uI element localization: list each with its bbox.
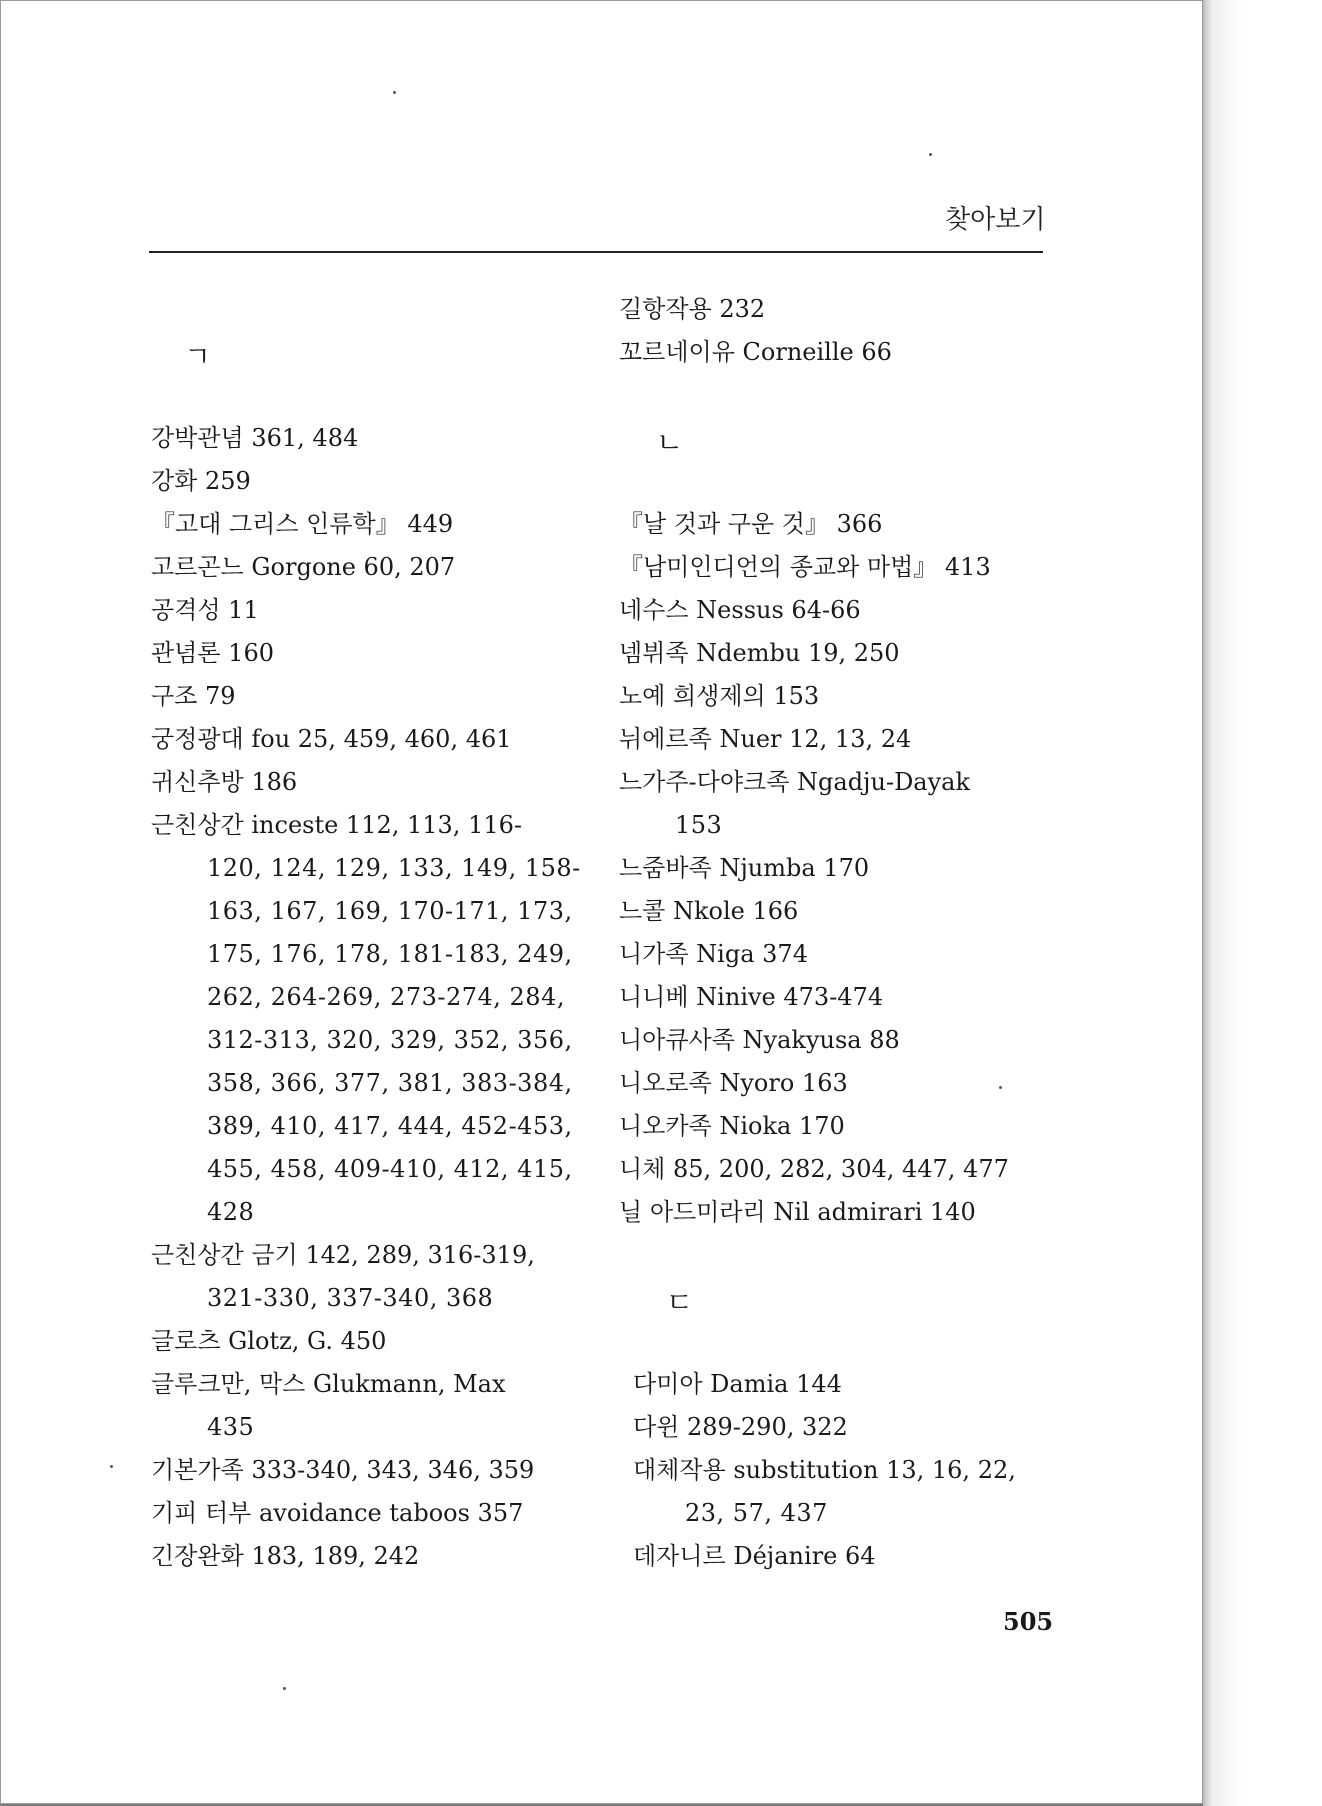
index-entry: 느콜 Nkole 166	[619, 897, 799, 925]
index-entry: 닐 아드미라리 Nil admirari 140	[619, 1198, 976, 1226]
index-entry: 니오로족 Nyoro 163	[619, 1069, 848, 1097]
scan-gutter	[1203, 0, 1322, 1806]
index-entry: 기피 터부 avoidance taboos 357	[151, 1499, 524, 1527]
index-entry: 넴뷔족 Ndembu 19, 250	[619, 639, 900, 667]
index-entry: 『고대 그리스 인류학』 449	[151, 510, 454, 538]
section-letter-n: ㄴ	[656, 426, 684, 459]
index-entry-continuation: 153	[675, 811, 723, 839]
index-entry: 궁정광대 fou 25, 459, 460, 461	[151, 725, 512, 753]
scan-speck	[283, 1687, 286, 1690]
index-entry: 니니베 Ninive 473-474	[619, 983, 884, 1011]
index-entry: 고르곤느 Gorgone 60, 207	[151, 553, 456, 581]
index-entry-continuation: 358, 366, 377, 381, 383-384,	[207, 1069, 573, 1097]
index-entry: 글루크만, 막스 Glukmann, Max	[151, 1370, 506, 1398]
index-entry-continuation: 120, 124, 129, 133, 149, 158-	[207, 854, 581, 882]
section-letter-g: ㄱ	[184, 340, 212, 373]
page-number: 505	[1003, 1607, 1054, 1636]
index-entry: 길항작용 232	[619, 295, 766, 323]
index-entry: 노예 희생제의 153	[619, 682, 820, 710]
index-entry: 네수스 Nessus 64-66	[619, 596, 861, 624]
section-letter-d: ㄷ	[666, 1286, 694, 1319]
index-entry: 뉘에르족 Nuer 12, 13, 24	[619, 725, 912, 753]
index-entry: 강화 259	[151, 467, 251, 495]
index-entry: 꼬르네이유 Corneille 66	[619, 338, 892, 366]
index-entry: 느가주-다야크족 Ngadju-Dayak	[619, 768, 971, 796]
running-header: 찾아보기	[945, 205, 1046, 235]
index-entry: 공격성 11	[151, 596, 259, 624]
index-entry: 기본가족 333-340, 343, 346, 359	[151, 1456, 535, 1484]
index-entry: 다미아 Damia 144	[633, 1370, 842, 1398]
index-entry: 관념론 160	[151, 639, 274, 667]
index-entry: 니아큐사족 Nyakyusa 88	[619, 1026, 900, 1054]
index-entry: 느줌바족 Njumba 170	[619, 854, 870, 882]
header-rule	[149, 251, 1043, 253]
index-entry: 니가족 Niga 374	[619, 940, 808, 968]
index-entry: 강박관념 361, 484	[151, 424, 359, 452]
index-entry-continuation: 175, 176, 178, 181-183, 249,	[207, 940, 573, 968]
index-entry-continuation: 428	[207, 1198, 255, 1226]
scan-speck	[929, 153, 932, 156]
index-entry: 니체 85, 200, 282, 304, 447, 477	[619, 1155, 1009, 1183]
index-entry: 구조 79	[151, 682, 236, 710]
index-entry: 데자니르 Déjanire 64	[633, 1542, 876, 1570]
index-entry-continuation: 435	[207, 1413, 255, 1441]
index-entry-continuation: 321-330, 337-340, 368	[207, 1284, 494, 1312]
index-entry-continuation: 262, 264-269, 273-274, 284,	[207, 983, 565, 1011]
index-entry-continuation: 389, 410, 417, 444, 452-453,	[207, 1112, 573, 1140]
scan-speck	[999, 1086, 1002, 1089]
index-entry-continuation: 455, 458, 409-410, 412, 415,	[207, 1155, 573, 1183]
index-entry-continuation: 163, 167, 169, 170-171, 173,	[207, 897, 573, 925]
scan-speck	[393, 91, 396, 94]
index-entry-continuation: 23, 57, 437	[685, 1499, 828, 1527]
scan-speck	[110, 1465, 113, 1468]
index-entry: 대체작용 substitution 13, 16, 22,	[633, 1456, 1016, 1484]
index-entry: 근친상간 금기 142, 289, 316-319,	[151, 1241, 535, 1269]
index-entry: 니오카족 Nioka 170	[619, 1112, 845, 1140]
index-entry: 『날 것과 구운 것』 366	[619, 510, 883, 538]
index-entry: 『남미인디언의 종교와 마법』 413	[619, 553, 991, 581]
index-entry: 다윈 289-290, 322	[633, 1413, 848, 1441]
index-entry: 글로츠 Glotz, G. 450	[151, 1327, 387, 1355]
index-entry-continuation: 312-313, 320, 329, 352, 356,	[207, 1026, 573, 1054]
index-entry: 근친상간 inceste 112, 113, 116-	[151, 811, 522, 839]
index-entry: 긴장완화 183, 189, 242	[151, 1542, 420, 1570]
index-entry: 귀신추방 186	[151, 768, 298, 796]
